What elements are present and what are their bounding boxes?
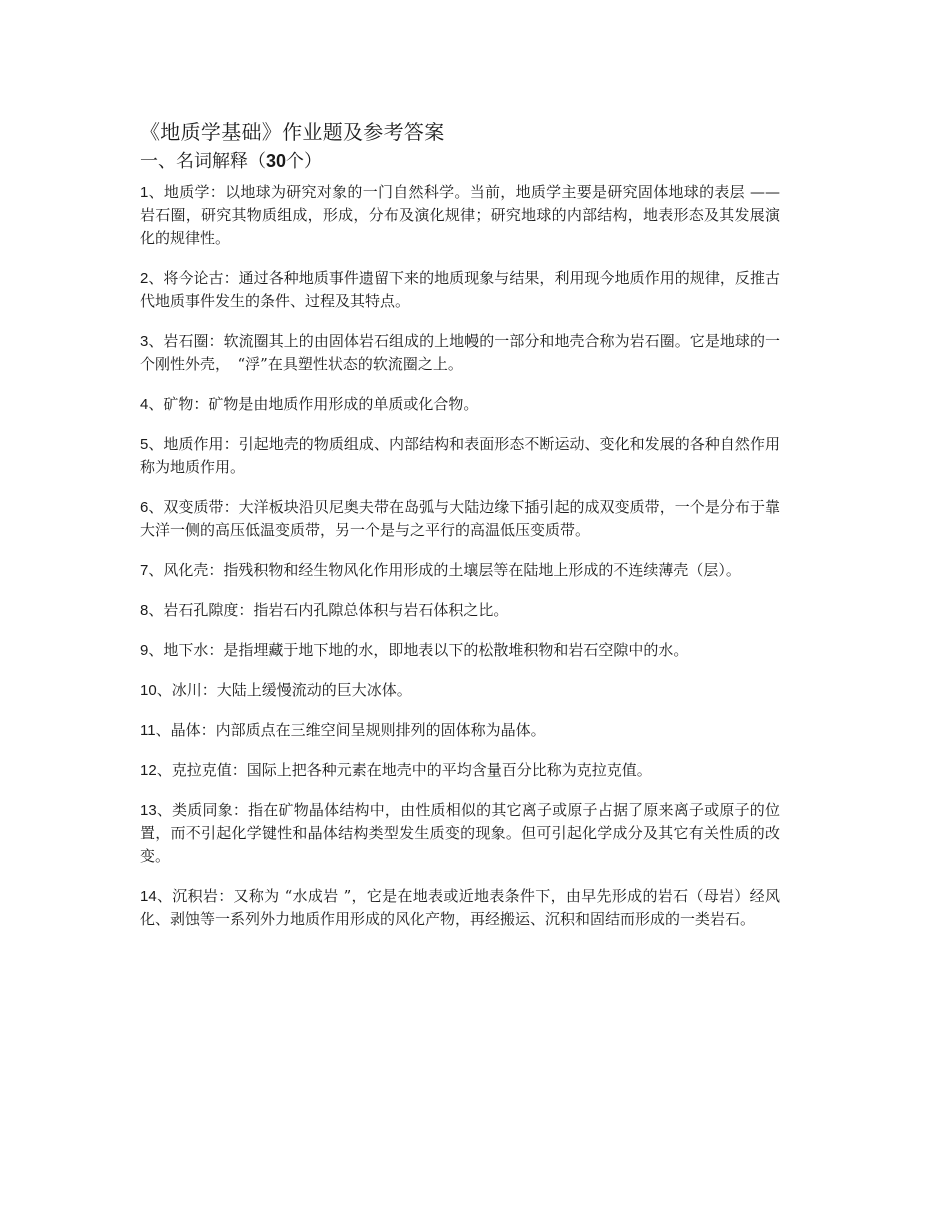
term-text: 、风化壳：指残积物和经生物风化作用形成的土壤层等在陆地上形成的不连续薄壳（层）。: [148, 561, 741, 579]
term-list: [140, 181, 780, 931]
term-number: 8: [140, 602, 149, 619]
term-number: 5: [140, 436, 149, 453]
term-text: 、双变质带：大洋板块沿贝尼奥夫带在岛弧与大陆边缘下插引起的成双变质带，一个是分布于靠大洋一侧的高压低温变质带，另一个是与之平行的高温低压变质带。: [140, 498, 780, 539]
term-number: 7: [140, 562, 149, 579]
term-definition: [140, 267, 780, 313]
term-text: 、地下水：是指埋藏于地下地的水，即地表以下的松散堆积物和岩石空隙中的水。: [148, 641, 689, 659]
term-definition: [140, 759, 780, 782]
term-definition: [140, 393, 780, 416]
term-text: 、克拉克值：国际上把各种元素在地壳中的平均含量百分比称为克拉克值。: [156, 761, 652, 779]
term-text: 、地质作用：引起地壳的物质组成、内部结构和表面形态不断运动、变化和发展的各种自然作用称为地质作用。: [140, 435, 780, 476]
term-text: 、矿物：矿物是由地质作用形成的单质或化合物。: [148, 395, 479, 413]
term-definition: [140, 719, 780, 742]
term-definition: [140, 181, 780, 250]
term-number: 9: [140, 642, 149, 659]
section-heading-suffix: 个）: [286, 151, 323, 172]
term-definition: [140, 599, 780, 622]
term-number: 4: [140, 396, 149, 413]
term-number: 14: [140, 888, 157, 905]
document-page: [140, 118, 780, 931]
term-text: 、岩石孔隙度：指岩石内孔隙总体积与岩石体积之比。: [148, 601, 509, 619]
term-text: 、岩石圈：软流圈其上的由固体岩石组成的上地幔的一部分和地壳合称为岩石圈。它是地球的一个刚性外壳， “浮”在具塑性状态的软流圈之上。: [140, 332, 780, 373]
term-number: 3: [140, 333, 149, 350]
term-definition: [140, 679, 780, 702]
term-definition: [140, 433, 780, 479]
term-text: 、类质同象：指在矿物晶体结构中，由性质相似的其它离子或原子占据了原来离子或原子的位置，而不引起化学键性和晶体结构类型发生质变的现象。但可引起化学成分及其它有关性质的改变。: [140, 801, 780, 865]
term-number: 11: [140, 722, 156, 739]
term-text: 、冰川：大陆上缓慢流动的巨大冰体。: [156, 681, 412, 699]
term-number: 12: [140, 762, 157, 779]
term-definition: [140, 639, 780, 662]
term-text: 、将今论古：通过各种地质事件遗留下来的地质现象与结果，利用现今地质作用的规律，反推古代地质事件发生的条件、过程及其特点。: [140, 269, 780, 310]
term-definition: [140, 559, 780, 582]
term-definition: [140, 330, 780, 376]
document-title: 《地质学基础》作业题及参考答案: [140, 120, 445, 144]
term-text: 、沉积岩：又称为 “水成岩 ”，它是在地表或近地表条件下，由早先形成的岩石（母岩）经风化、剥蚀等一系列外力地质作用形成的风化产物，再经搬运、沉积和固结而形成的一类岩石。: [140, 887, 780, 928]
term-text: 、地质学：以地球为研究对象的一门自然科学。当前，地质学主要是研究固体地球的表层 ——岩石圈，研究其物质组成，形成，分布及演化规律；研究地球的内部结构，地表形态及其发展演化的规律性。: [140, 183, 780, 247]
term-number: 13: [140, 802, 157, 819]
term-definition: [140, 496, 780, 542]
section-heading-prefix: 一、名词解释（: [140, 151, 266, 172]
term-number: 6: [140, 499, 149, 516]
term-number: 2: [140, 270, 149, 287]
section-term-count: 30: [266, 151, 287, 171]
term-definition: [140, 799, 780, 868]
section-heading: [140, 148, 780, 175]
term-number: 10: [140, 682, 157, 699]
term-definition: [140, 885, 780, 931]
term-number: 1: [140, 184, 149, 201]
term-text: 、晶体：内部质点在三维空间呈规则排列的固体称为晶体。: [155, 721, 546, 739]
